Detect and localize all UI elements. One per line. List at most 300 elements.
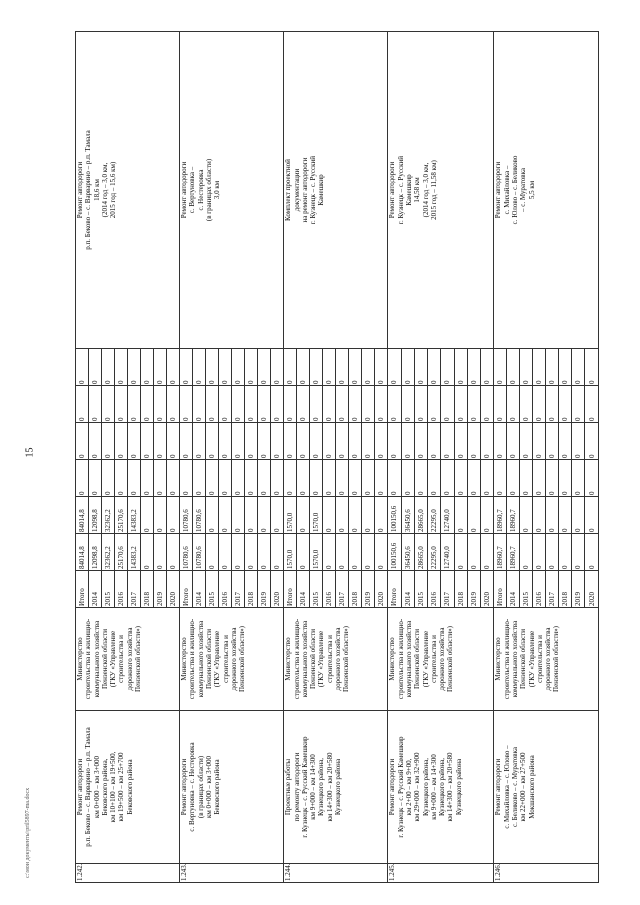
funding-value-cell: 36450,6 xyxy=(401,534,414,571)
expected-result: Ремонт автодороги с. Вертуновка – с. Нестеровка (в границах области) 3,0 км xyxy=(180,32,284,349)
funding-value-cell: 28665,0 xyxy=(414,534,427,571)
funding-value-cell: 0 xyxy=(284,386,297,423)
year-cell: 2020 xyxy=(375,571,388,608)
funding-value-cell: 0 xyxy=(572,386,585,423)
funding-value-cell: 84014,8 xyxy=(76,534,89,571)
funding-value-cell: 0 xyxy=(167,534,180,571)
year-cell: 2020 xyxy=(271,571,284,608)
row-number: 1.242. xyxy=(76,864,180,883)
funding-value-cell: 0 xyxy=(559,460,572,497)
funding-value-cell: 0 xyxy=(141,497,154,534)
funding-value-cell: 0 xyxy=(401,386,414,423)
funding-value-cell: 0 xyxy=(154,534,167,571)
funding-value-cell: 0 xyxy=(349,349,362,386)
funding-value-cell: 18960,7 xyxy=(507,497,520,534)
funding-value-cell: 0 xyxy=(180,423,193,460)
funding-value-cell: 0 xyxy=(180,349,193,386)
year-cell: 2016 xyxy=(323,571,336,608)
executor: Министерство строительства и жилищно-коммунального хозяйства Пензенской области (ГКУ «Управление строительства и дорожного хозяйства Пензенской области») xyxy=(388,608,494,711)
year-cell: 2019 xyxy=(467,571,480,608)
funding-value-cell: 0 xyxy=(481,386,494,423)
funding-value-cell: 0 xyxy=(128,423,141,460)
funding-value-cell: 0 xyxy=(362,423,375,460)
funding-value-cell: 0 xyxy=(297,349,310,386)
funding-value-cell: 0 xyxy=(362,460,375,497)
funding-value-cell: 0 xyxy=(206,534,219,571)
year-cell: Итого xyxy=(388,571,401,608)
year-cell: 2014 xyxy=(89,571,102,608)
program-table xyxy=(75,31,599,883)
funding-value-cell: 0 xyxy=(520,423,533,460)
funding-value-cell: 0 xyxy=(89,460,102,497)
funding-value-cell: 0 xyxy=(284,460,297,497)
funding-value-cell: 0 xyxy=(193,460,206,497)
funding-value-cell: 0 xyxy=(245,497,258,534)
funding-value-cell: 1570,0 xyxy=(310,497,323,534)
funding-value-cell: 0 xyxy=(206,386,219,423)
funding-value-cell: 18960,7 xyxy=(494,534,507,571)
year-cell: 2018 xyxy=(245,571,258,608)
program-table-body xyxy=(76,32,599,883)
funding-value-cell: 0 xyxy=(546,497,559,534)
funding-value-cell: 0 xyxy=(494,386,507,423)
funding-value-cell: 0 xyxy=(76,423,89,460)
activity-name: Ремонт автодороги с. Михайловка – с. Юлово – с. Беликово – с. Муратовка км 22+000 – км 27+500 Мокшанского района xyxy=(494,711,599,864)
funding-value-cell: 0 xyxy=(546,386,559,423)
funding-value-cell: 0 xyxy=(481,460,494,497)
funding-value-cell: 1570,0 xyxy=(284,534,297,571)
funding-value-cell: 0 xyxy=(232,460,245,497)
funding-value-cell: 0 xyxy=(245,423,258,460)
funding-value-cell: 0 xyxy=(219,460,232,497)
funding-value-cell: 0 xyxy=(336,386,349,423)
funding-value-cell: 0 xyxy=(323,423,336,460)
funding-value-cell: 0 xyxy=(271,386,284,423)
funding-value-cell: 0 xyxy=(154,497,167,534)
funding-value-cell: 0 xyxy=(467,534,480,571)
funding-value-cell: 0 xyxy=(546,423,559,460)
funding-value-cell: 0 xyxy=(441,349,454,386)
year-cell: 2015 xyxy=(414,571,427,608)
funding-value-cell: 0 xyxy=(258,423,271,460)
year-cell: Итого xyxy=(494,571,507,608)
funding-value-cell: 0 xyxy=(467,349,480,386)
funding-value-cell: 0 xyxy=(141,423,154,460)
year-cell: 2015 xyxy=(102,571,115,608)
funding-value-cell: 0 xyxy=(454,534,467,571)
funding-value-cell: 0 xyxy=(258,497,271,534)
year-cell: 2020 xyxy=(481,571,494,608)
funding-value-cell: 0 xyxy=(141,534,154,571)
funding-value-cell: 0 xyxy=(89,386,102,423)
executor: Министерство строительства и жилищно-коммунального хозяйства Пензенской области (ГКУ «Управление строительства и дорожного хозяйства Пензенской области») xyxy=(284,608,388,711)
year-cell: 2019 xyxy=(258,571,271,608)
expected-result: Ремонт автодороги р.п. Беково – с. Варварино – р.п. Тамала 18,6 км (2014 год – 3,0 км, 2015 год – 15,6 км) xyxy=(76,32,180,349)
funding-value-cell: 0 xyxy=(507,423,520,460)
funding-value-cell: 1570,0 xyxy=(310,534,323,571)
funding-value-cell: 12098,8 xyxy=(89,534,102,571)
year-cell: 2016 xyxy=(115,571,128,608)
funding-value-cell: 0 xyxy=(454,423,467,460)
funding-value-cell: 0 xyxy=(167,386,180,423)
funding-value-cell: 0 xyxy=(323,534,336,571)
funding-value-cell: 0 xyxy=(520,349,533,386)
funding-value-cell: 84014,8 xyxy=(76,497,89,534)
year-cell: 2017 xyxy=(232,571,245,608)
funding-value-cell: 0 xyxy=(258,386,271,423)
funding-value-cell: 0 xyxy=(441,386,454,423)
funding-value-cell: 0 xyxy=(167,497,180,534)
funding-value-cell: 0 xyxy=(572,349,585,386)
funding-value-cell: 100150,6 xyxy=(388,534,401,571)
funding-value-cell: 0 xyxy=(115,423,128,460)
funding-value-cell: 0 xyxy=(414,349,427,386)
funding-value-cell: 0 xyxy=(481,534,494,571)
funding-value-cell: 0 xyxy=(76,460,89,497)
funding-value-cell: 0 xyxy=(271,349,284,386)
funding-value-cell: 0 xyxy=(349,534,362,571)
funding-value-cell: 0 xyxy=(401,349,414,386)
funding-value-cell: 0 xyxy=(481,497,494,534)
funding-value-cell: 0 xyxy=(467,423,480,460)
funding-value-cell: 0 xyxy=(271,460,284,497)
funding-value-cell: 0 xyxy=(258,534,271,571)
year-cell: 2020 xyxy=(167,571,180,608)
funding-value-cell: 0 xyxy=(375,386,388,423)
year-cell: 2020 xyxy=(585,571,599,608)
executor: Министерство строительства и жилищно-коммунального хозяйства Пензенской области (ГКУ «Управление строительства и дорожного хозяйства Пензенской области») xyxy=(76,608,180,711)
funding-value-cell: 0 xyxy=(585,423,599,460)
table-row xyxy=(284,32,297,883)
funding-value-cell: 0 xyxy=(388,460,401,497)
funding-value-cell: 0 xyxy=(414,460,427,497)
funding-value-cell: 0 xyxy=(585,460,599,497)
funding-value-cell: 18960,7 xyxy=(494,497,507,534)
year-cell: 2018 xyxy=(349,571,362,608)
funding-value-cell: 0 xyxy=(102,349,115,386)
funding-value-cell: 0 xyxy=(349,386,362,423)
expected-result: Комплект проектной документации на ремонт автодороги г. Кузнецк – с. Русский Камешкир xyxy=(284,32,388,349)
activity-name: Ремонт автодороги г. Кузнецк – с. Русский Камешкир км 2+00 – км 9+00, км 29+000 – км 32+900 Кузнецкого района, км 9+000 – км 14+300 Кузнецкого района, км 14+300 – км 20+580 Кузнецкого района xyxy=(388,711,494,864)
funding-value-cell: 0 xyxy=(375,497,388,534)
funding-value-cell: 0 xyxy=(349,497,362,534)
funding-value-cell: 25170,6 xyxy=(115,497,128,534)
funding-value-cell: 0 xyxy=(206,497,219,534)
year-cell: 2016 xyxy=(533,571,546,608)
funding-value-cell: 0 xyxy=(559,534,572,571)
funding-value-cell: 0 xyxy=(546,534,559,571)
funding-value-cell: 25170,6 xyxy=(115,534,128,571)
funding-value-cell: 0 xyxy=(323,349,336,386)
funding-value-cell: 12740,0 xyxy=(441,497,454,534)
funding-value-cell: 0 xyxy=(297,386,310,423)
funding-value-cell: 0 xyxy=(441,423,454,460)
activity-name: Ремонт автодороги с. Вертуновка – с. Нестеровка (в границах области) км 0+000 – км 3+000 Бековского района xyxy=(180,711,284,864)
funding-value-cell: 0 xyxy=(572,460,585,497)
funding-value-cell: 0 xyxy=(323,497,336,534)
funding-value-cell: 0 xyxy=(180,386,193,423)
funding-value-cell: 0 xyxy=(414,386,427,423)
year-cell: Итого xyxy=(76,571,89,608)
funding-value-cell: 0 xyxy=(297,460,310,497)
funding-value-cell: 0 xyxy=(154,460,167,497)
funding-value-cell: 100150,6 xyxy=(388,497,401,534)
funding-value-cell: 0 xyxy=(428,460,441,497)
funding-value-cell: 22295,0 xyxy=(428,497,441,534)
year-cell: 2016 xyxy=(219,571,232,608)
funding-value-cell: 36450,6 xyxy=(401,497,414,534)
funding-value-cell: 0 xyxy=(428,386,441,423)
funding-value-cell: 0 xyxy=(533,460,546,497)
funding-value-cell: 0 xyxy=(533,423,546,460)
funding-value-cell: 0 xyxy=(310,460,323,497)
funding-value-cell: 0 xyxy=(336,349,349,386)
funding-value-cell: 0 xyxy=(467,386,480,423)
funding-value-cell: 0 xyxy=(193,423,206,460)
funding-value-cell: 0 xyxy=(154,349,167,386)
funding-value-cell: 0 xyxy=(89,349,102,386)
funding-value-cell: 0 xyxy=(454,497,467,534)
funding-value-cell: 0 xyxy=(362,534,375,571)
year-cell: Итого xyxy=(284,571,297,608)
funding-value-cell: 0 xyxy=(206,349,219,386)
funding-value-cell: 0 xyxy=(507,460,520,497)
year-cell: 2017 xyxy=(546,571,559,608)
funding-value-cell: 0 xyxy=(494,423,507,460)
year-cell: 2017 xyxy=(441,571,454,608)
activity-name: Проектные работы по ремонту автодороги г. Кузнецк – с. Русский Камешкир км 9+000 – км 14+300 Кузнецкого района, км 14+300 – км 20+580 Кузнецкого района xyxy=(284,711,388,864)
funding-value-cell: 0 xyxy=(533,349,546,386)
funding-value-cell: 0 xyxy=(336,460,349,497)
funding-value-cell: 0 xyxy=(428,349,441,386)
funding-value-cell: 0 xyxy=(193,349,206,386)
funding-value-cell: 12098,8 xyxy=(89,497,102,534)
funding-value-cell: 0 xyxy=(375,460,388,497)
funding-value-cell: 0 xyxy=(232,497,245,534)
funding-value-cell: 0 xyxy=(585,386,599,423)
funding-value-cell: 0 xyxy=(349,423,362,460)
funding-value-cell: 0 xyxy=(232,423,245,460)
funding-value-cell: 0 xyxy=(533,497,546,534)
row-number: 1.243. xyxy=(180,864,284,883)
funding-value-cell: 0 xyxy=(115,386,128,423)
funding-value-cell: 0 xyxy=(520,534,533,571)
funding-value-cell: 10780,6 xyxy=(180,497,193,534)
rotated-page-content xyxy=(75,31,599,883)
year-cell: Итого xyxy=(180,571,193,608)
funding-value-cell: 0 xyxy=(336,497,349,534)
funding-value-cell: 0 xyxy=(481,423,494,460)
funding-value-cell: 0 xyxy=(232,534,245,571)
funding-value-cell: 0 xyxy=(284,423,297,460)
table-row xyxy=(494,32,507,883)
funding-value-cell: 0 xyxy=(219,386,232,423)
year-cell: 2014 xyxy=(401,571,414,608)
funding-value-cell: 0 xyxy=(76,349,89,386)
funding-value-cell: 0 xyxy=(232,386,245,423)
funding-value-cell: 0 xyxy=(219,497,232,534)
funding-value-cell: 0 xyxy=(454,386,467,423)
funding-value-cell: 0 xyxy=(559,497,572,534)
expected-result: Ремонт автодороги г. Кузнецк – с. Русский Камешкир 14,58 км (2014 год – 3,0 км, 2015 год – 11,58 км) xyxy=(388,32,494,349)
funding-value-cell: 0 xyxy=(310,423,323,460)
funding-value-cell: 0 xyxy=(414,423,427,460)
funding-value-cell: 0 xyxy=(507,349,520,386)
table-row xyxy=(76,32,89,883)
table-row xyxy=(388,32,401,883)
executor: Министерство строительства и жилищно-коммунального хозяйства Пензенской области (ГКУ «Управление строительства и дорожного хозяйства Пензенской области») xyxy=(494,608,599,711)
year-cell: 2019 xyxy=(362,571,375,608)
funding-value-cell: 0 xyxy=(585,349,599,386)
funding-value-cell: 0 xyxy=(572,423,585,460)
year-cell: 2017 xyxy=(336,571,349,608)
funding-value-cell: 0 xyxy=(336,423,349,460)
funding-value-cell: 0 xyxy=(245,386,258,423)
year-cell: 2014 xyxy=(507,571,520,608)
funding-value-cell: 10780,6 xyxy=(193,497,206,534)
funding-value-cell: 0 xyxy=(585,497,599,534)
funding-value-cell: 0 xyxy=(467,497,480,534)
year-cell: 2015 xyxy=(520,571,533,608)
funding-value-cell: 0 xyxy=(219,349,232,386)
funding-value-cell: 0 xyxy=(232,349,245,386)
funding-value-cell: 0 xyxy=(167,460,180,497)
funding-value-cell: 0 xyxy=(375,534,388,571)
funding-value-cell: 0 xyxy=(585,534,599,571)
funding-value-cell: 0 xyxy=(507,386,520,423)
funding-value-cell: 0 xyxy=(258,460,271,497)
funding-value-cell: 0 xyxy=(572,534,585,571)
funding-value-cell: 22295,0 xyxy=(428,534,441,571)
funding-value-cell: 0 xyxy=(323,460,336,497)
funding-value-cell: 0 xyxy=(362,386,375,423)
funding-value-cell: 0 xyxy=(128,349,141,386)
year-cell: 2018 xyxy=(454,571,467,608)
funding-value-cell: 0 xyxy=(89,423,102,460)
funding-value-cell: 0 xyxy=(141,349,154,386)
expected-result: Ремонт автодороги с. Михайловка – с. Юлово – с. Беликово – с. Муратовка 5,5 км xyxy=(494,32,599,349)
funding-value-cell: 0 xyxy=(219,534,232,571)
funding-value-cell: 0 xyxy=(180,460,193,497)
funding-value-cell: 0 xyxy=(297,423,310,460)
year-cell: 2019 xyxy=(154,571,167,608)
year-cell: 2018 xyxy=(559,571,572,608)
funding-value-cell: 0 xyxy=(481,349,494,386)
funding-value-cell: 0 xyxy=(494,460,507,497)
year-cell: 2019 xyxy=(572,571,585,608)
funding-value-cell: 0 xyxy=(520,386,533,423)
funding-value-cell: 0 xyxy=(388,423,401,460)
year-cell: 2014 xyxy=(193,571,206,608)
year-cell: 2014 xyxy=(297,571,310,608)
funding-value-cell: 0 xyxy=(362,497,375,534)
page-number: 15 xyxy=(24,447,36,458)
funding-value-cell: 0 xyxy=(193,386,206,423)
funding-value-cell: 0 xyxy=(441,460,454,497)
row-number: 1.245. xyxy=(388,864,494,883)
year-cell: 2015 xyxy=(206,571,219,608)
funding-value-cell: 18960,7 xyxy=(507,534,520,571)
funding-value-cell: 14383,2 xyxy=(128,534,141,571)
funding-value-cell: 0 xyxy=(76,386,89,423)
funding-value-cell: 0 xyxy=(533,534,546,571)
funding-value-cell: 0 xyxy=(102,423,115,460)
funding-value-cell: 0 xyxy=(572,497,585,534)
funding-value-cell: 0 xyxy=(141,386,154,423)
funding-value-cell: 0 xyxy=(362,349,375,386)
funding-value-cell: 0 xyxy=(454,460,467,497)
funding-value-cell: 0 xyxy=(533,386,546,423)
year-cell: 2018 xyxy=(141,571,154,608)
funding-value-cell: 0 xyxy=(323,386,336,423)
funding-value-cell: 0 xyxy=(520,497,533,534)
funding-value-cell: 32362,2 xyxy=(102,497,115,534)
funding-value-cell: 0 xyxy=(310,386,323,423)
funding-value-cell: 0 xyxy=(245,349,258,386)
funding-value-cell: 0 xyxy=(454,349,467,386)
funding-value-cell: 0 xyxy=(546,349,559,386)
footer-file-path: c:\мои документы\pril5897-ma.docx xyxy=(25,787,31,878)
funding-value-cell: 0 xyxy=(258,349,271,386)
funding-value-cell: 0 xyxy=(271,497,284,534)
funding-value-cell: 0 xyxy=(297,497,310,534)
funding-value-cell: 0 xyxy=(115,349,128,386)
funding-value-cell: 12740,0 xyxy=(441,534,454,571)
executor: Министерство строительства и жилищно-коммунального хозяйства Пензенской области (ГКУ «Управление строительства и дорожного хозяйства Пензенской области») xyxy=(180,608,284,711)
funding-value-cell: 0 xyxy=(115,460,128,497)
funding-value-cell: 0 xyxy=(167,349,180,386)
funding-value-cell: 0 xyxy=(206,460,219,497)
funding-value-cell: 0 xyxy=(206,423,219,460)
funding-value-cell: 0 xyxy=(271,534,284,571)
funding-value-cell: 0 xyxy=(219,423,232,460)
funding-value-cell: 32362,2 xyxy=(102,534,115,571)
row-number: 1.244. xyxy=(284,864,388,883)
row-number: 1.246. xyxy=(494,864,599,883)
funding-value-cell: 0 xyxy=(245,534,258,571)
funding-value-cell: 0 xyxy=(559,349,572,386)
funding-value-cell: 0 xyxy=(467,460,480,497)
funding-value-cell: 10780,6 xyxy=(193,534,206,571)
funding-value-cell: 0 xyxy=(154,423,167,460)
year-cell: 2015 xyxy=(310,571,323,608)
activity-name: Ремонт автодороги р.п. Беково – с. Варварино – р.п. Тамала км 0+000 – км 3+000 Бековского района, км 10+100 – км 19+500, км 19+500 – км 25+700 Бековского района xyxy=(76,711,180,864)
funding-value-cell: 0 xyxy=(167,423,180,460)
funding-value-cell: 0 xyxy=(141,460,154,497)
funding-value-cell: 0 xyxy=(546,460,559,497)
funding-value-cell: 0 xyxy=(388,386,401,423)
funding-value-cell: 0 xyxy=(349,460,362,497)
funding-value-cell: 0 xyxy=(310,349,323,386)
year-cell: 2017 xyxy=(128,571,141,608)
funding-value-cell: 0 xyxy=(428,423,441,460)
funding-value-cell: 1570,0 xyxy=(284,497,297,534)
year-cell: 2016 xyxy=(428,571,441,608)
funding-value-cell: 0 xyxy=(375,423,388,460)
funding-value-cell: 0 xyxy=(494,349,507,386)
funding-value-cell: 0 xyxy=(128,460,141,497)
funding-value-cell: 0 xyxy=(245,460,258,497)
funding-value-cell: 14383,2 xyxy=(128,497,141,534)
table-row xyxy=(180,32,193,883)
funding-value-cell: 0 xyxy=(375,349,388,386)
funding-value-cell: 0 xyxy=(128,386,141,423)
funding-value-cell: 0 xyxy=(154,386,167,423)
funding-value-cell: 0 xyxy=(388,349,401,386)
funding-value-cell: 0 xyxy=(271,423,284,460)
funding-value-cell: 0 xyxy=(336,534,349,571)
funding-value-cell: 0 xyxy=(284,349,297,386)
